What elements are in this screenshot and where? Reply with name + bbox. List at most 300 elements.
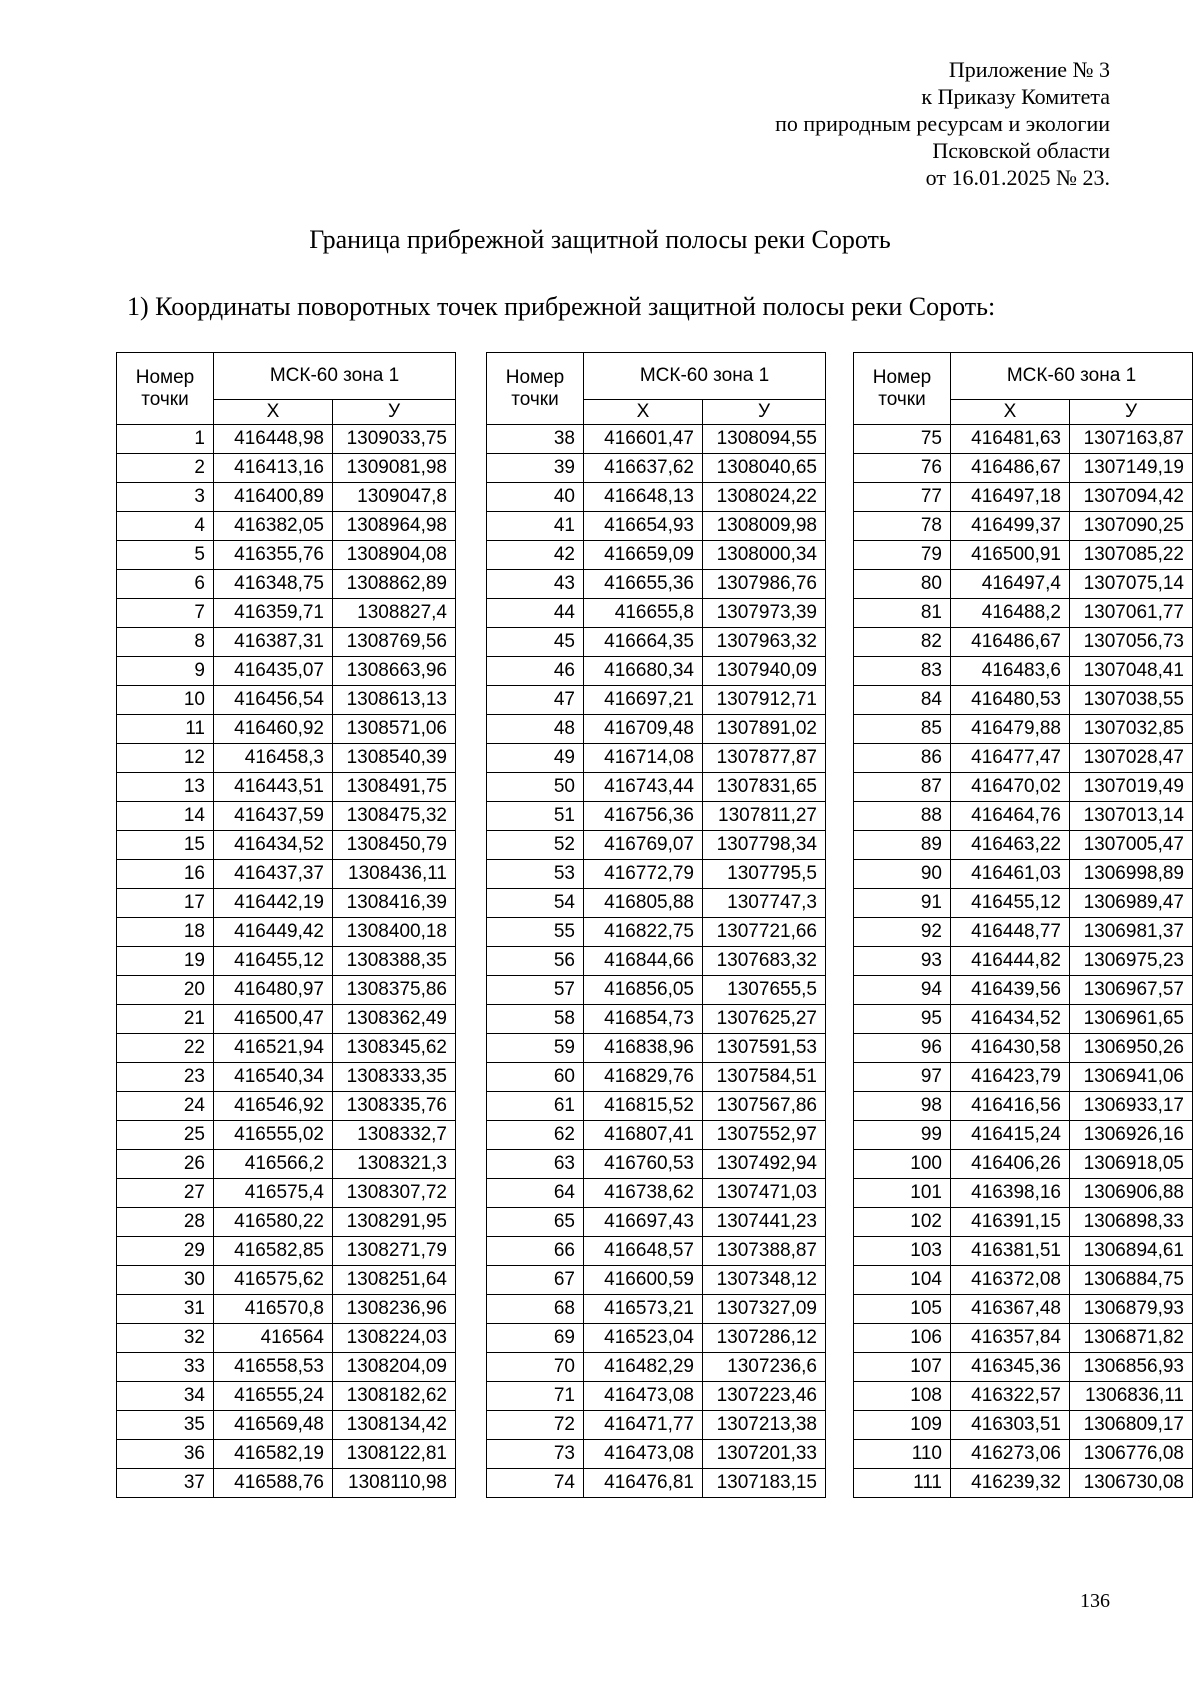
x-coordinate-cell: 416391,15 [951,1208,1070,1237]
point-number-cell: 36 [117,1440,214,1469]
x-coordinate-cell: 416648,57 [584,1237,703,1266]
point-number-cell: 18 [117,918,214,947]
point-number-cell: 83 [854,657,951,686]
table-row [117,1063,456,1092]
point-number-cell: 4 [117,512,214,541]
y-coordinate-cell: 1308436,11 [333,860,456,889]
table-row [854,715,1193,744]
table-row [854,1295,1193,1324]
x-coordinate-cell: 416540,34 [214,1063,333,1092]
point-number-cell: 69 [487,1324,584,1353]
y-coordinate-cell: 1308663,96 [333,657,456,686]
y-coordinate-cell: 1306989,47 [1070,889,1193,918]
table-row [117,1469,456,1498]
x-coordinate-cell: 416455,12 [214,947,333,976]
coordinates-table-3 [853,352,1193,1498]
table-row [117,1208,456,1237]
point-number-cell: 78 [854,512,951,541]
y-coordinate-cell: 1308024,22 [703,483,826,512]
point-number-cell: 13 [117,773,214,802]
point-number-cell: 67 [487,1266,584,1295]
table-row [487,831,826,860]
y-coordinate-cell: 1308388,35 [333,947,456,976]
x-coordinate-cell: 416569,48 [214,1411,333,1440]
y-coordinate-cell: 1306871,82 [1070,1324,1193,1353]
point-number-cell: 64 [487,1179,584,1208]
appendix-header [590,56,1110,191]
header-line: Приложение № 3 [948,57,1110,82]
table-row [487,802,826,831]
x-coordinate-cell: 416648,13 [584,483,703,512]
y-coordinate-cell: 1308571,06 [333,715,456,744]
table-row [487,773,826,802]
y-coordinate-cell: 1308613,13 [333,686,456,715]
header-line: к Приказу Комитета [921,84,1110,109]
table-row [117,831,456,860]
point-number-cell: 68 [487,1295,584,1324]
y-coordinate-cell: 1308540,39 [333,744,456,773]
x-coordinate-cell: 416580,22 [214,1208,333,1237]
x-coordinate-cell: 416423,79 [951,1063,1070,1092]
table-row [117,715,456,744]
x-coordinate-cell: 416480,53 [951,686,1070,715]
x-coordinate-cell: 416239,32 [951,1469,1070,1498]
table-row [487,1208,826,1237]
x-coordinate-cell: 416456,54 [214,686,333,715]
table-row [854,1092,1193,1121]
page-number: 136 [1080,1590,1110,1612]
x-coordinate-cell: 416473,08 [584,1440,703,1469]
point-number-cell: 42 [487,541,584,570]
table-row [117,1121,456,1150]
y-coordinate-cell: 1307584,51 [703,1063,826,1092]
point-number-cell: 103 [854,1237,951,1266]
y-coordinate-cell: 1308964,98 [333,512,456,541]
document-title: Граница прибрежной защитной полосы реки Сороть [309,225,891,254]
point-number-cell: 30 [117,1266,214,1295]
table-row [854,1266,1193,1295]
x-coordinate-cell: 416367,48 [951,1295,1070,1324]
y-coordinate-cell: 1307075,14 [1070,570,1193,599]
column-header-y: У [1070,400,1193,425]
y-coordinate-cell: 1308491,75 [333,773,456,802]
y-coordinate-cell: 1308134,42 [333,1411,456,1440]
x-coordinate-cell: 416455,12 [951,889,1070,918]
x-coordinate-cell: 416345,36 [951,1353,1070,1382]
y-coordinate-cell: 1306975,23 [1070,947,1193,976]
y-coordinate-cell: 1306856,93 [1070,1353,1193,1382]
y-coordinate-cell: 1308182,62 [333,1382,456,1411]
point-number-cell: 10 [117,686,214,715]
x-coordinate-cell: 416449,42 [214,918,333,947]
x-coordinate-cell: 416659,09 [584,541,703,570]
point-number-cell: 55 [487,918,584,947]
point-number-cell: 86 [854,744,951,773]
table-row [487,1324,826,1353]
table-row [487,1440,826,1469]
x-coordinate-cell: 416570,8 [214,1295,333,1324]
x-coordinate-cell: 416829,76 [584,1063,703,1092]
point-number-cell: 20 [117,976,214,1005]
point-number-cell: 89 [854,831,951,860]
y-coordinate-cell: 1307028,47 [1070,744,1193,773]
table-row [487,1382,826,1411]
table-row [487,512,826,541]
table-row [487,976,826,1005]
point-number-cell: 97 [854,1063,951,1092]
point-number-cell: 82 [854,628,951,657]
y-coordinate-cell: 1307963,32 [703,628,826,657]
y-coordinate-cell: 1308271,79 [333,1237,456,1266]
y-coordinate-cell: 1307891,02 [703,715,826,744]
table-row [117,570,456,599]
x-coordinate-cell: 416443,51 [214,773,333,802]
point-number-cell: 12 [117,744,214,773]
point-number-cell: 91 [854,889,951,918]
column-header-point-number: Номер точки [117,353,214,425]
point-number-cell: 80 [854,570,951,599]
x-coordinate-cell: 416600,59 [584,1266,703,1295]
table-row [487,1063,826,1092]
x-coordinate-cell: 416486,67 [951,628,1070,657]
x-coordinate-cell: 416434,52 [214,831,333,860]
x-coordinate-cell: 416807,41 [584,1121,703,1150]
y-coordinate-cell: 1306730,08 [1070,1469,1193,1498]
y-coordinate-cell: 1307038,55 [1070,686,1193,715]
table-row [117,657,456,686]
table-row [117,773,456,802]
x-coordinate-cell: 416460,92 [214,715,333,744]
x-coordinate-cell: 416497,4 [951,570,1070,599]
x-coordinate-cell: 416838,96 [584,1034,703,1063]
x-coordinate-cell: 416416,56 [951,1092,1070,1121]
table-row [487,541,826,570]
header-line: Псковской области [932,138,1110,163]
y-coordinate-cell: 1307056,73 [1070,628,1193,657]
table-row [487,1469,826,1498]
table-row [117,947,456,976]
x-coordinate-cell: 416709,48 [584,715,703,744]
y-coordinate-cell: 1307721,66 [703,918,826,947]
point-number-cell: 71 [487,1382,584,1411]
table-row [854,512,1193,541]
table-row [117,1237,456,1266]
y-coordinate-cell: 1307567,86 [703,1092,826,1121]
point-number-cell: 6 [117,570,214,599]
table-row [487,1005,826,1034]
table-row [487,1266,826,1295]
x-coordinate-cell: 416463,22 [951,831,1070,860]
x-coordinate-cell: 416470,02 [951,773,1070,802]
x-coordinate-cell: 416348,75 [214,570,333,599]
y-coordinate-cell: 1308769,56 [333,628,456,657]
table-row [487,860,826,889]
y-coordinate-cell: 1307795,5 [703,860,826,889]
table-row [487,425,826,454]
point-number-cell: 3 [117,483,214,512]
point-number-cell: 95 [854,1005,951,1034]
x-coordinate-cell: 416357,84 [951,1324,1070,1353]
table-row [854,1382,1193,1411]
table-row [854,1440,1193,1469]
y-coordinate-cell: 1306906,88 [1070,1179,1193,1208]
table-row [487,1121,826,1150]
x-coordinate-cell: 416856,05 [584,976,703,1005]
x-coordinate-cell: 416430,58 [951,1034,1070,1063]
y-coordinate-cell: 1308827,4 [333,599,456,628]
x-coordinate-cell: 416756,36 [584,802,703,831]
table-row [854,1324,1193,1353]
point-number-cell: 108 [854,1382,951,1411]
point-number-cell: 32 [117,1324,214,1353]
table-row [117,425,456,454]
table-row [854,425,1193,454]
point-number-cell: 96 [854,1034,951,1063]
y-coordinate-cell: 1307655,5 [703,976,826,1005]
point-number-cell: 8 [117,628,214,657]
point-number-cell: 61 [487,1092,584,1121]
table-row [854,1469,1193,1498]
y-coordinate-cell: 1308094,55 [703,425,826,454]
y-coordinate-cell: 1307492,94 [703,1150,826,1179]
point-number-cell: 26 [117,1150,214,1179]
coordinates-table-2 [486,352,826,1498]
x-coordinate-cell: 416458,3 [214,744,333,773]
point-number-cell: 70 [487,1353,584,1382]
table-row [487,1411,826,1440]
table-row [117,599,456,628]
table-row [854,541,1193,570]
point-number-cell: 73 [487,1440,584,1469]
table-row [854,599,1193,628]
point-number-cell: 109 [854,1411,951,1440]
point-number-cell: 7 [117,599,214,628]
table-row [487,483,826,512]
table-row [117,454,456,483]
x-coordinate-cell: 416471,77 [584,1411,703,1440]
x-coordinate-cell: 416815,52 [584,1092,703,1121]
x-coordinate-cell: 416521,94 [214,1034,333,1063]
x-coordinate-cell: 416415,24 [951,1121,1070,1150]
point-number-cell: 65 [487,1208,584,1237]
y-coordinate-cell: 1307183,15 [703,1469,826,1498]
x-coordinate-cell: 416488,2 [951,599,1070,628]
section-heading: 1) Координаты поворотных точек прибрежной защитной полосы реки Сороть: [127,292,996,321]
y-coordinate-cell: 1308291,95 [333,1208,456,1237]
header-line: по природным ресурсам и экологии [775,111,1110,136]
table-row [487,889,826,918]
y-coordinate-cell: 1306961,65 [1070,1005,1193,1034]
point-number-cell: 27 [117,1179,214,1208]
x-coordinate-cell: 416473,08 [584,1382,703,1411]
table-row [854,1179,1193,1208]
table-row [487,1295,826,1324]
table-row [117,918,456,947]
y-coordinate-cell: 1306998,89 [1070,860,1193,889]
table-row [854,1063,1193,1092]
x-coordinate-cell: 416483,6 [951,657,1070,686]
x-coordinate-cell: 416566,2 [214,1150,333,1179]
point-number-cell: 47 [487,686,584,715]
x-coordinate-cell: 416413,16 [214,454,333,483]
point-number-cell: 16 [117,860,214,889]
x-coordinate-cell: 416486,67 [951,454,1070,483]
table-row [117,483,456,512]
table-row [854,773,1193,802]
x-coordinate-cell: 416555,24 [214,1382,333,1411]
x-coordinate-cell: 416500,47 [214,1005,333,1034]
point-number-cell: 111 [854,1469,951,1498]
y-coordinate-cell: 1307811,27 [703,802,826,831]
x-coordinate-cell: 416523,04 [584,1324,703,1353]
x-coordinate-cell: 416437,59 [214,802,333,831]
x-coordinate-cell: 416387,31 [214,628,333,657]
table-row [487,628,826,657]
y-coordinate-cell: 1307388,87 [703,1237,826,1266]
table-row [487,454,826,483]
x-coordinate-cell: 416743,44 [584,773,703,802]
x-coordinate-cell: 416444,82 [951,947,1070,976]
y-coordinate-cell: 1307973,39 [703,599,826,628]
point-number-cell: 43 [487,570,584,599]
column-header-x: X [584,400,703,425]
table-row [854,947,1193,976]
point-number-cell: 77 [854,483,951,512]
point-number-cell: 57 [487,976,584,1005]
y-coordinate-cell: 1307683,32 [703,947,826,976]
point-number-cell: 106 [854,1324,951,1353]
point-number-cell: 19 [117,947,214,976]
y-coordinate-cell: 1308009,98 [703,512,826,541]
point-number-cell: 63 [487,1150,584,1179]
table-row [117,1382,456,1411]
y-coordinate-cell: 1306809,17 [1070,1411,1193,1440]
table-row [487,657,826,686]
column-header-point-number: Номер точки [854,353,951,425]
x-coordinate-cell: 416439,56 [951,976,1070,1005]
column-header-x: X [214,400,333,425]
point-number-cell: 40 [487,483,584,512]
point-number-cell: 28 [117,1208,214,1237]
y-coordinate-cell: 1307005,47 [1070,831,1193,860]
x-coordinate-cell: 416434,52 [951,1005,1070,1034]
x-coordinate-cell: 416499,37 [951,512,1070,541]
x-coordinate-cell: 416398,16 [951,1179,1070,1208]
point-number-cell: 85 [854,715,951,744]
x-coordinate-cell: 416480,97 [214,976,333,1005]
x-coordinate-cell: 416772,79 [584,860,703,889]
column-header-coordinate-system: МСК-60 зона 1 [584,353,826,400]
point-number-cell: 94 [854,976,951,1005]
point-number-cell: 90 [854,860,951,889]
x-coordinate-cell: 416680,34 [584,657,703,686]
table-row [487,1353,826,1382]
table-row [487,570,826,599]
x-coordinate-cell: 416437,37 [214,860,333,889]
y-coordinate-cell: 1308450,79 [333,831,456,860]
y-coordinate-cell: 1307747,3 [703,889,826,918]
table-row [854,744,1193,773]
x-coordinate-cell: 416359,71 [214,599,333,628]
table-row [487,715,826,744]
table-row [117,860,456,889]
table-row [117,1266,456,1295]
point-number-cell: 59 [487,1034,584,1063]
y-coordinate-cell: 1307940,09 [703,657,826,686]
table-row [117,1353,456,1382]
table-row [854,1411,1193,1440]
x-coordinate-cell: 416406,26 [951,1150,1070,1179]
point-number-cell: 74 [487,1469,584,1498]
x-coordinate-cell: 416477,47 [951,744,1070,773]
table-row [487,1237,826,1266]
table-row [117,744,456,773]
y-coordinate-cell: 1308307,72 [333,1179,456,1208]
x-coordinate-cell: 416697,21 [584,686,703,715]
x-coordinate-cell: 416664,35 [584,628,703,657]
point-number-cell: 81 [854,599,951,628]
y-coordinate-cell: 1308345,62 [333,1034,456,1063]
point-number-cell: 46 [487,657,584,686]
table-row [854,918,1193,947]
y-coordinate-cell: 1307013,14 [1070,802,1193,831]
table-row [117,1034,456,1063]
point-number-cell: 49 [487,744,584,773]
y-coordinate-cell: 1309033,75 [333,425,456,454]
x-coordinate-cell: 416575,4 [214,1179,333,1208]
x-coordinate-cell: 416769,07 [584,831,703,860]
y-coordinate-cell: 1307441,23 [703,1208,826,1237]
table-row [854,454,1193,483]
table-row [117,1411,456,1440]
y-coordinate-cell: 1308416,39 [333,889,456,918]
point-number-cell: 66 [487,1237,584,1266]
point-number-cell: 33 [117,1353,214,1382]
y-coordinate-cell: 1308204,09 [333,1353,456,1382]
y-coordinate-cell: 1306879,93 [1070,1295,1193,1324]
point-number-cell: 17 [117,889,214,918]
point-number-cell: 38 [487,425,584,454]
table-row [117,1440,456,1469]
table-row [854,657,1193,686]
y-coordinate-cell: 1307877,87 [703,744,826,773]
y-coordinate-cell: 1307085,22 [1070,541,1193,570]
point-number-cell: 100 [854,1150,951,1179]
x-coordinate-cell: 416546,92 [214,1092,333,1121]
table-row [487,1150,826,1179]
column-header-coordinate-system: МСК-60 зона 1 [951,353,1193,400]
x-coordinate-cell: 416854,73 [584,1005,703,1034]
y-coordinate-cell: 1307986,76 [703,570,826,599]
point-number-cell: 50 [487,773,584,802]
point-number-cell: 54 [487,889,584,918]
x-coordinate-cell: 416697,43 [584,1208,703,1237]
x-coordinate-cell: 416844,66 [584,947,703,976]
point-number-cell: 48 [487,715,584,744]
y-coordinate-cell: 1307625,27 [703,1005,826,1034]
x-coordinate-cell: 416476,81 [584,1469,703,1498]
table-row [117,541,456,570]
point-number-cell: 60 [487,1063,584,1092]
x-coordinate-cell: 416655,36 [584,570,703,599]
point-number-cell: 41 [487,512,584,541]
point-number-cell: 62 [487,1121,584,1150]
point-number-cell: 105 [854,1295,951,1324]
y-coordinate-cell: 1307348,12 [703,1266,826,1295]
table-row [854,1150,1193,1179]
table-row [487,744,826,773]
y-coordinate-cell: 1306894,61 [1070,1237,1193,1266]
